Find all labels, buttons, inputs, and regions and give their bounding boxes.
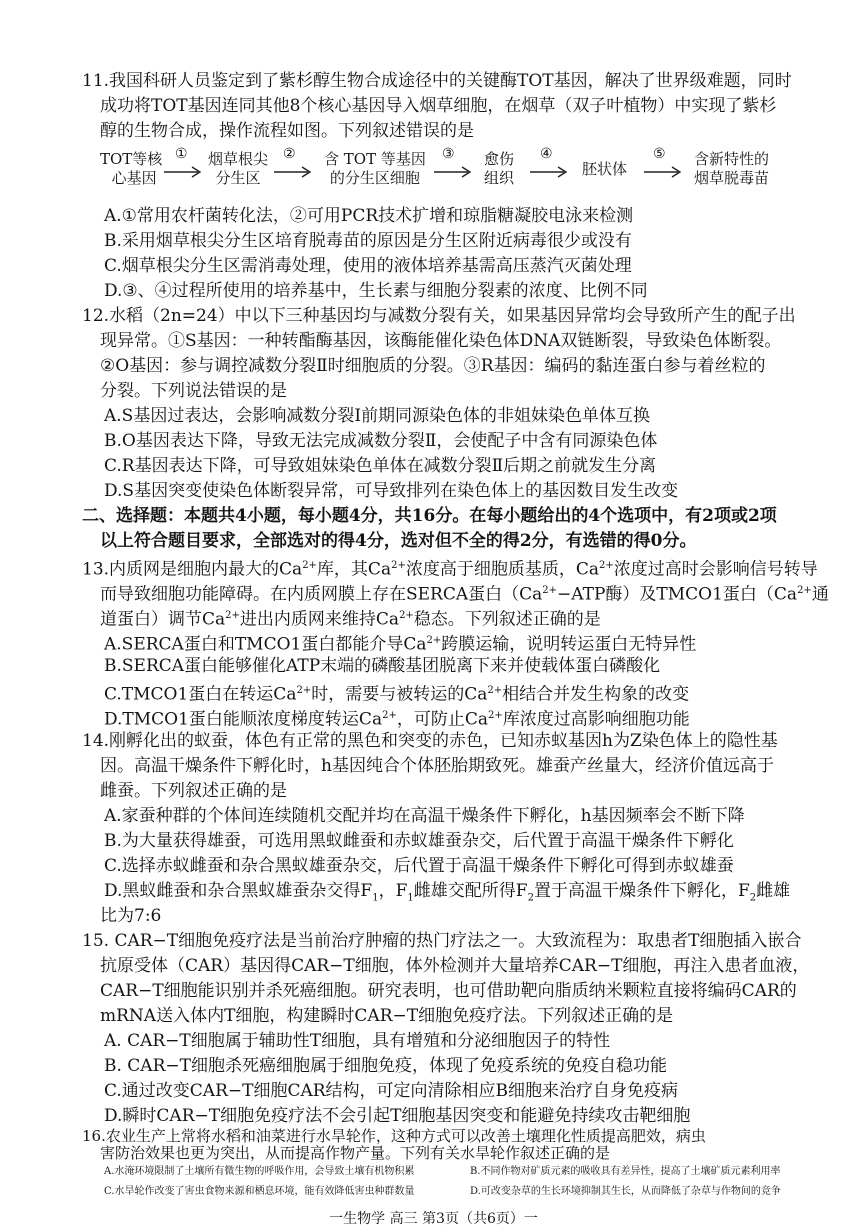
q13-stem-line1 bbox=[82, 556, 818, 580]
q13-d-part1: D.TMCO1蛋白能顺浓度梯度转运Ca bbox=[104, 709, 383, 730]
q13-stem-line2 bbox=[100, 581, 829, 605]
q12-stem-line4: 分裂。下列说法错误的是 bbox=[100, 381, 287, 401]
q13-l1-part4: 浓度过高时会影响信号转导 bbox=[613, 559, 818, 580]
q13-l2-part2: −ATP酶）及TMCO1蛋白（Ca bbox=[557, 584, 798, 605]
q12-option-c: C.R基因表达下降，可导致姐妹染色单体在减数分裂Ⅱ后期之前就发生分离 bbox=[104, 456, 657, 476]
q16-option-d: D.可改变杂草的生长环境抑制其生长，从而降低了杂草与作物间的竞争 bbox=[470, 1186, 781, 1197]
q11-stem-line2: 成功将TOT基因连同其他8个核心基因导入烟草细胞，在烟草（双子叶植物）中实现了紫杉 bbox=[100, 96, 777, 116]
q14-option-d-line2: 比为7:6 bbox=[100, 906, 162, 926]
q13-l3-part2: 进出内质网来维持Ca bbox=[239, 609, 400, 630]
q13-c-part3: 相结合并发生构象的改变 bbox=[502, 684, 690, 705]
arrow-3-icon bbox=[434, 166, 474, 178]
q15-stem-line4: mRNA送入体内T细胞，构建瞬时CAR−T细胞免疫疗法。下列叙述正确的是 bbox=[100, 1006, 674, 1026]
flow-node-meristem-cells-l2: 的分生区细胞 bbox=[329, 169, 420, 187]
sup-2plus: 2+ bbox=[399, 610, 414, 621]
q13-l1-part2: 库，其Ca bbox=[316, 559, 392, 580]
q13-l1-part3: 浓度高于细胞质基质，Ca bbox=[405, 559, 599, 580]
q15-stem-line3: CAR−T细胞能识别并杀死癌细胞。研究表明，也可借助靶向脂质纳米颗粒直接将编码CAR的 bbox=[100, 981, 797, 1001]
sup-2plus: 2+ bbox=[382, 710, 397, 721]
q14-d-part4: 置于高温干燥条件下孵化，F bbox=[533, 881, 750, 901]
q13-l3-part1: 道蛋白）调节Ca bbox=[100, 609, 226, 630]
flow-node-root-tip-l1: 烟草根尖 bbox=[208, 150, 269, 168]
section2-instructions-line1: 二、选择题：本题共4小题，每小题4分，共16分。在每小题给出的4个选项中，有2项或2项 bbox=[82, 506, 777, 526]
flow-node-root-tip-l2: 分生区 bbox=[215, 169, 261, 187]
q13-l2-part3: 通 bbox=[811, 584, 829, 605]
flow-node-callus-l2: 组织 bbox=[484, 169, 515, 187]
q16-option-a: A.水淹环境限制了土壤所有微生物的呼吸作用，会导致土壤有机物积累 bbox=[104, 1166, 415, 1177]
q14-stem-line1: 14.刚孵化出的蚁蚕，体色有正常的黑色和突变的赤色，已知赤蚁基因h为Z染色体上的隐性基 bbox=[82, 731, 778, 751]
q16-option-b: B.不同作物对矿质元素的吸收具有差异性，提高了土壤矿质元素利用率 bbox=[470, 1166, 781, 1177]
page-footer: 一生物学 高三 第3页（共6页）一 bbox=[329, 1211, 538, 1227]
q13-d-part2: ，可防止Ca bbox=[396, 709, 488, 730]
sup-2plus: 2+ bbox=[599, 560, 614, 571]
step-5-label: ⑤ bbox=[653, 146, 666, 162]
q14-stem-line3: 雌蚕。下列叙述正确的是 bbox=[100, 781, 287, 801]
q15-option-d: D.瞬时CAR−T细胞免疫疗法不会引起T细胞基因突变和能避免持续攻击靶细胞 bbox=[104, 1106, 691, 1126]
sup-2plus: 2+ bbox=[797, 585, 812, 596]
q16-option-c: C.水旱轮作改变了害虫食物来源和栖息环境，能有效降低害虫种群数量 bbox=[104, 1186, 415, 1197]
q13-l3-part3: 稳态。下列叙述正确的是 bbox=[413, 609, 601, 630]
q14-stem-line2: 因。高温干燥条件下孵化时，h基因纯合个体胚胎期致死。雄蚕产丝量大，经济价值远高于 bbox=[100, 756, 774, 776]
q12-option-a: A.S基因过表达，会影响减数分裂Ⅰ前期同源染色体的非姐妹染色单体互换 bbox=[104, 406, 651, 426]
q12-option-d: D.S基因突变使染色体断裂异常，可导致排列在染色体上的基因数目发生改变 bbox=[104, 481, 679, 501]
q13-stem-line3 bbox=[100, 606, 601, 630]
flow-node-meristem-cells-l1: 含 TOT 等基因 bbox=[324, 150, 426, 168]
flow-node-root-tip bbox=[208, 150, 268, 188]
step-1-label: ① bbox=[175, 146, 188, 162]
q11-flow-diagram bbox=[98, 146, 798, 194]
sup-2plus: 2+ bbox=[296, 685, 312, 696]
section2-instructions-line2: 以上符合题目要求，全部选对的得4分，选对但不全的得2分，有选错的得0分。 bbox=[100, 531, 697, 551]
q14-d-part5: 雌雄 bbox=[756, 881, 791, 901]
q11-option-b: B.采用烟草根尖分生区培育脱毒苗的原因是分生区附近病毒很少或没有 bbox=[104, 231, 632, 251]
q13-a-part2: 跨膜运输，说明转运蛋白无特异性 bbox=[441, 634, 697, 655]
flow-node-genes-l2: 心基因 bbox=[111, 169, 157, 187]
q16-stem-line1: 16.农业生产上常将水稻和油菜进行水旱轮作，这种方式可以改善土壤理化性质提高肥效，病虫 bbox=[82, 1127, 706, 1145]
q14-option-a: A.家蚕种群的个体间连续随机交配并均在高温干燥条件下孵化，h基因频率会不断下降 bbox=[104, 806, 745, 826]
q13-a-part1: A.SERCA蛋白和TMCO1蛋白都能介导Ca bbox=[104, 634, 427, 655]
flow-node-seedling-l1: 含新特性的 bbox=[694, 150, 770, 168]
q13-l2-part1: 而导致细胞功能障碍。在内质网膜上存在SERCA蛋白（Ca bbox=[100, 584, 543, 605]
sub-1: 1 bbox=[407, 892, 414, 904]
q14-option-b: B.为大量获得雄蚕，可选用黑蚁雌蚕和赤蚁雄蚕杂交，后代置于高温干燥条件下孵化 bbox=[104, 831, 734, 851]
step-4-label: ④ bbox=[540, 146, 553, 162]
flow-node-callus-l1: 愈伤 bbox=[484, 150, 515, 168]
q11-stem-line3: 醇的生物合成，操作流程如图。下列叙述错误的是 bbox=[100, 121, 474, 141]
arrow-5-icon bbox=[644, 166, 684, 178]
q13-d-part3: 库浓度过高影响细胞功能 bbox=[502, 709, 690, 730]
sup-2plus: 2+ bbox=[487, 685, 503, 696]
arrow-2-icon bbox=[274, 166, 314, 178]
q15-stem-line2: 抗原受体（CAR）基因得CAR−T细胞，体外检测并大量培养CAR−T细胞，再注入患者血液， bbox=[100, 956, 810, 976]
flow-node-callus bbox=[484, 150, 514, 188]
flow-node-meristem-cells bbox=[324, 150, 426, 188]
sup-2plus: 2+ bbox=[487, 710, 503, 721]
q15-option-a: A. CAR−T细胞属于辅助性T细胞，具有增殖和分泌细胞因子的特性 bbox=[104, 1031, 611, 1051]
q14-d-part1: D.黑蚁雌蚕和杂合黑蚁雄蚕杂交得F bbox=[104, 881, 373, 901]
step-3-label: ③ bbox=[442, 146, 455, 162]
flow-node-seedling bbox=[694, 150, 769, 188]
q14-d-part3: 雌雄交配所得F bbox=[413, 881, 528, 901]
sup-2plus: 2+ bbox=[302, 560, 317, 571]
q14-d-part2: ，F bbox=[378, 881, 408, 901]
q13-c-part1: C.TMCO1蛋白在转运Ca bbox=[104, 684, 297, 705]
q11-stem-line1: 11.我国科研人员鉴定到了紫杉醇生物合成途径中的关键酶TOT基因，解决了世界级难题，同时 bbox=[82, 71, 792, 91]
sub-1: 1 bbox=[372, 892, 379, 904]
q13-c-part2: 时，需要与被转运的Ca bbox=[311, 684, 488, 705]
q15-stem-line1: 15. CAR−T细胞免疫疗法是当前治疗肿瘤的热门疗法之一。大致流程为：取患者T细胞插入嵌合 bbox=[82, 931, 802, 951]
q14-option-c: C.选择赤蚁雌蚕和杂合黑蚁雄蚕杂交，后代置于高温干燥条件下孵化可得到赤蚁雄蚕 bbox=[104, 856, 734, 876]
arrow-1-icon bbox=[164, 166, 204, 178]
flow-node-genes-l1: TOT等核 bbox=[100, 150, 163, 168]
q11-option-c: C.烟草根尖分生区需消毒处理，使用的液体培养基需高压蒸汽灭菌处理 bbox=[104, 256, 632, 276]
q12-stem-line3: ②O基因：参与调控减数分裂Ⅱ时细胞质的分裂。③R基因：编码的黏连蛋白参与着丝粒的 bbox=[100, 356, 766, 376]
q11-option-d: D.③、④过程所使用的培养基中，生长素与细胞分裂素的浓度、比例不同 bbox=[104, 281, 648, 301]
arrow-4-icon bbox=[530, 166, 570, 178]
q14-option-d bbox=[104, 881, 790, 908]
sub-2: 2 bbox=[749, 892, 757, 904]
step-2-label: ② bbox=[283, 146, 296, 162]
q15-option-c: C.通过改变CAR−T细胞CAR结构，可定向清除相应B细胞来治疗自身免疫病 bbox=[104, 1081, 679, 1101]
q13-option-b: B.SERCA蛋白能够催化ATP末端的磷酸基团脱离下来并使载体蛋白磷酸化 bbox=[104, 656, 661, 676]
sup-2plus: 2+ bbox=[225, 610, 240, 621]
q15-option-b: B. CAR−T细胞杀死癌细胞属于细胞免疫，体现了免疫系统的免疫自稳功能 bbox=[104, 1056, 667, 1076]
q13-option-a bbox=[104, 631, 696, 655]
q11-option-a: A.①常用农杆菌转化法，②可用PCR技术扩增和琼脂糖凝胶电泳来检测 bbox=[104, 206, 634, 226]
sup-2plus: 2+ bbox=[426, 635, 442, 646]
sup-2plus: 2+ bbox=[542, 585, 558, 596]
sub-2: 2 bbox=[527, 892, 534, 904]
q13-option-d bbox=[104, 706, 690, 730]
flow-node-seedling-l2: 烟草脱毒苗 bbox=[694, 169, 770, 187]
q13-l1-part1: 13.内质网是细胞内最大的Ca bbox=[82, 559, 303, 580]
q12-stem-line2: 现异常。①S基因：一种转酯酶基因，该酶能催化染色体DNA双链断裂，导致染色体断裂。 bbox=[100, 331, 782, 351]
q12-option-b: B.O基因表达下降，导致无法完成减数分裂Ⅱ，会使配子中含有同源染色体 bbox=[104, 431, 658, 451]
q13-option-c bbox=[104, 681, 689, 705]
flow-node-embryoid: 胚状体 bbox=[582, 160, 628, 178]
sup-2plus: 2+ bbox=[391, 560, 406, 571]
q16-stem-line2: 害防治效果也更为突出，从而提高作物产量。下列有关水旱轮作叙述正确的是 bbox=[100, 1144, 611, 1162]
q12-stem-line1: 12.水稻（2n=24）中以下三种基因均与减数分裂有关，如果基因异常均会导致所产生的配子出 bbox=[82, 306, 796, 326]
flow-node-genes bbox=[100, 150, 162, 188]
